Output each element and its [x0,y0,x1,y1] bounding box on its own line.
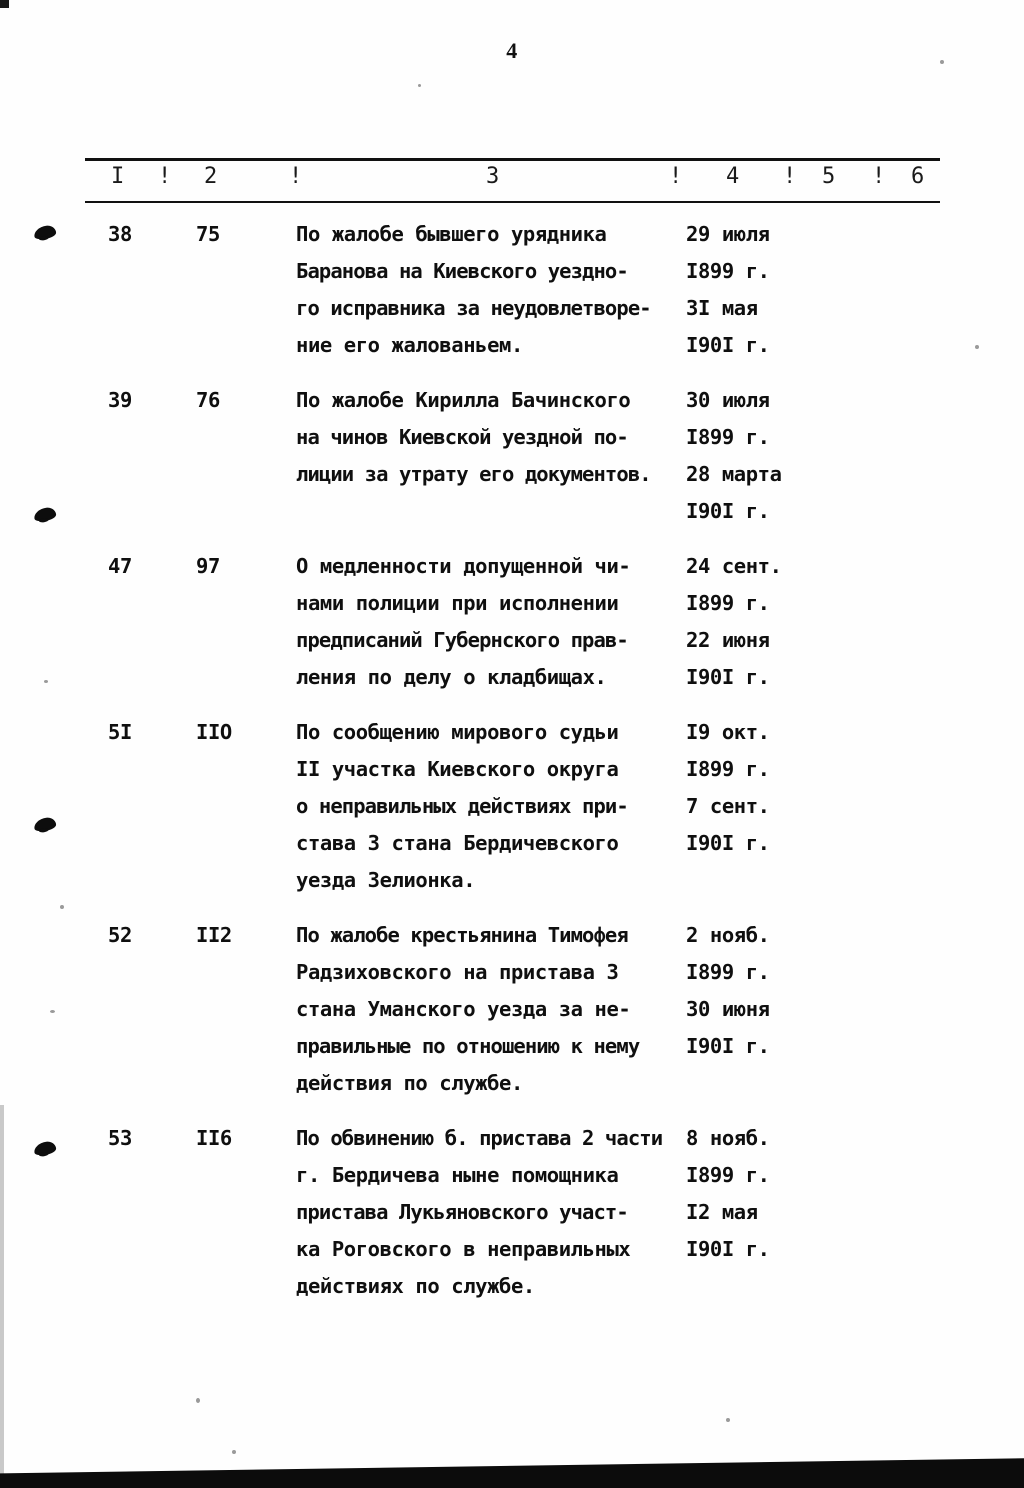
case-entry [0,720,1024,905]
entry-description-line: По сообщению мирового судьи [296,720,619,744]
entry-description-line: ние его жалованьем. [296,333,523,357]
entry-description-line: предписаний Губернского прав- [296,628,628,652]
entry-description-line: нами полиции при исполнении [296,591,619,615]
case-entry-line [0,831,1024,868]
entry-date-line: I9 окт. [686,720,770,744]
entry-date-line: I899 г. [686,259,770,283]
entry-date-line: I2 мая [686,1200,758,1224]
entry-sequence-number: 5I [108,720,132,744]
scan-speck [940,60,944,64]
entry-file-number: 76 [196,388,220,412]
table-column-header-row [85,161,940,201]
case-entry [0,222,1024,370]
entry-description-line: става 3 стана Бердичевского [296,831,619,855]
entry-date-line: I899 г. [686,757,770,781]
entry-date-line: I90I г. [686,333,770,357]
entry-date-line: I90I г. [686,831,770,855]
case-entry-line [0,1274,1024,1311]
entry-description-line: Радзиховского на пристава 3 [296,960,619,984]
table-header-band [85,158,940,203]
case-entry-line [0,1126,1024,1163]
entry-description-line: действиях по службе. [296,1274,535,1298]
entry-description-line: Баранова на Киевского уездно- [296,259,628,283]
column-header-1: I [111,164,125,189]
entry-description-line: По жалобе Кирилла Бачинского [296,388,631,412]
entry-sequence-number: 52 [108,923,132,947]
case-entry-line [0,757,1024,794]
case-entry [0,923,1024,1108]
column-separator-3: ! [669,164,683,189]
scan-edge-artifact-bottom [0,1457,1024,1488]
entry-description-line: По жалобе бывшего урядника [296,222,607,246]
column-header-6: 6 [911,164,925,189]
case-entry-line [0,591,1024,628]
case-entry-line [0,388,1024,425]
scan-speck [196,1398,200,1403]
entry-description-line: По жалобе крестьянина Тимофея [296,923,628,947]
case-entry-line [0,923,1024,960]
case-entry-line [0,665,1024,702]
column-header-4: 4 [726,164,740,189]
entry-date-line: 28 марта [686,462,782,486]
entry-description-line: го исправника за неудовлетворе- [296,296,651,320]
entry-description-line: г. Бердичева ныне помощника [296,1163,619,1187]
scan-speck [418,84,421,87]
column-separator-4: ! [783,164,797,189]
entry-description-line: правильные по отношению к нему [296,1034,640,1058]
entry-date-line: I90I г. [686,1034,770,1058]
case-entry [0,388,1024,536]
entry-date-line: I899 г. [686,960,770,984]
case-entry-line [0,296,1024,333]
entry-date-line: I90I г. [686,1237,770,1261]
case-entry-line [0,499,1024,536]
entry-description-line: По обвинению б. пристава 2 части [296,1126,663,1150]
column-header-3: 3 [486,164,500,189]
entry-date-line: 30 июня [686,997,770,1021]
case-entry-line [0,1237,1024,1274]
entry-date-line: I899 г. [686,425,770,449]
entry-sequence-number: 38 [108,222,132,246]
entry-description-line: действия по службе. [296,1071,523,1095]
entry-date-line: 30 июля [686,388,770,412]
entry-date-line: I90I г. [686,665,770,689]
case-entry-line [0,554,1024,591]
column-separator-1: ! [158,164,172,189]
case-entry-list [0,222,1024,1329]
scan-edge-artifact-top-left [0,0,9,8]
entry-description-line: пристава Лукьяновского участ- [296,1200,628,1224]
entry-date-line: 29 июля [686,222,770,246]
entry-description-line: II участка Киевского округа [296,757,619,781]
page-number: 4 [506,38,518,63]
case-entry-line [0,997,1024,1034]
entry-date-line: 7 сент. [686,794,770,818]
column-separator-2: ! [289,164,303,189]
case-entry-line [0,1163,1024,1200]
entry-file-number: II6 [196,1126,232,1150]
case-entry-line [0,960,1024,997]
case-entry-line [0,628,1024,665]
entry-description-line: О медленности допущенной чи- [296,554,631,578]
entry-file-number: II2 [196,923,232,947]
entry-sequence-number: 39 [108,388,132,412]
entry-date-line: 24 сент. [686,554,782,578]
case-entry-line [0,259,1024,296]
entry-description-line: ка Роговского в неправильных [296,1237,631,1261]
column-separator-5: ! [872,164,886,189]
case-entry [0,554,1024,702]
entry-date-line: I899 г. [686,591,770,615]
entry-date-line: 2 нояб. [686,923,770,947]
scan-speck [726,1418,730,1422]
entry-date-line: 8 нояб. [686,1126,770,1150]
entry-date-line: I899 г. [686,1163,770,1187]
case-entry-line [0,868,1024,905]
entry-date-line: 22 июня [686,628,770,652]
case-entry-line [0,1071,1024,1108]
entry-description-line: уезда Зелионка. [296,868,476,892]
entry-description-line: лиции за утрату его документов. [296,462,651,486]
entry-file-number: IIO [196,720,232,744]
case-entry-line [0,222,1024,259]
entry-file-number: 97 [196,554,220,578]
case-entry-line [0,462,1024,499]
entry-description-line: стана Уманского уезда за не- [296,997,631,1021]
table-rule-bottom [85,201,940,203]
entry-sequence-number: 53 [108,1126,132,1150]
column-header-5: 5 [822,164,836,189]
case-entry-line [0,333,1024,370]
entry-date-line: I90I г. [686,499,770,523]
case-entry [0,1126,1024,1311]
entry-description-line: о неправильных действиях при- [296,794,628,818]
case-entry-line [0,1200,1024,1237]
entry-date-line: 3I мая [686,296,758,320]
scan-speck [232,1450,236,1454]
case-entry-line [0,720,1024,757]
column-header-2: 2 [204,164,218,189]
case-entry-line [0,1034,1024,1071]
entry-file-number: 75 [196,222,220,246]
entry-description-line: на чинов Киевской уездной по- [296,425,628,449]
entry-sequence-number: 47 [108,554,132,578]
case-entry-line [0,425,1024,462]
case-entry-line [0,794,1024,831]
entry-description-line: ления по делу о кладбищах. [296,665,607,689]
